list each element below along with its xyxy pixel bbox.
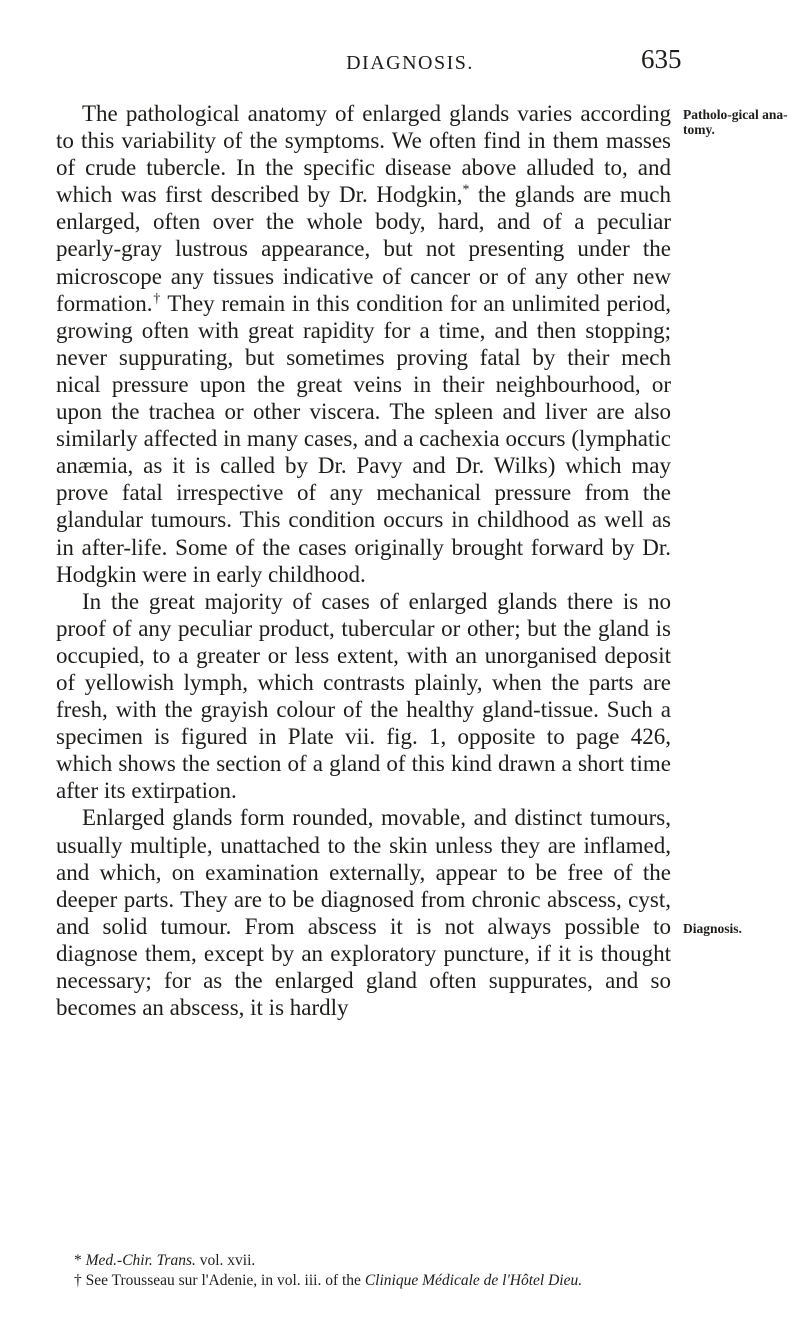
paragraph-text: They remain in this condition for an unlimited period, growing often with great rapidity for a time, and then stopping; never suppurating, but sometimes proving fatal by their mech nical pressure upon the great veins in their neighbourhood, or upon the trachea or other viscera. The spleen and liver are also similarly affected in many cases, and a cachexia occurs (lymphatic anæmia, as it is called by Dr. Pavy and Dr. Wilks) which may prove fatal irrespective of any mechanical pressure from the glandular tumours. This condition occurs in childhood as well as in after-life. Some of the cases originally brought forward by Dr. Hodgkin were in early childhood.	[56, 290, 671, 587]
paragraph-text: The pathological anatomy of enlarged glands varies according to this variability of the symptoms. We often find in them masses of crude tubercle. In the specific disease above alluded to, and which was first described by Dr. Hodgkin,	[56, 101, 671, 208]
sidenote-pathological-anatomy: Patholo-gical ana-tomy.	[683, 107, 788, 137]
footnote-text: vol. xvii.	[195, 1252, 256, 1269]
footnote-book-title: Clinique Médicale de l'Hôtel Dieu.	[364, 1272, 583, 1289]
footnote-reference-1: *	[462, 181, 470, 197]
sidenote-diagnosis: Diagnosis.	[683, 921, 742, 936]
footnote-1	[56, 1251, 671, 1271]
footnote-reference-2: †	[152, 290, 162, 305]
paragraph-pathological-anatomy	[56, 100, 671, 588]
footnote-mark: *	[74, 1252, 82, 1269]
paragraph-diagnosis: Enlarged glands form rounded, movable, and distinct tumours, usually multiple, unattached to the skin unless they are inflamed, and which, on examination externally, appear to be free of the deeper parts. They are to be diagnosed from chronic abscess, cyst, and solid tumour. From abscess it is not always possible to diagnose them, except by an exploratory puncture, if it is thought necessary; for as the enlarged gland often suppurates, and so becomes an abscess, it is hardly	[56, 805, 671, 1021]
running-header: DIAGNOSIS.	[346, 52, 474, 74]
body-text	[56, 100, 671, 1021]
footnote-mark: †	[74, 1272, 82, 1289]
paragraph-majority-of-cases: In the great majority of cases of enlarged glands there is no proof of any peculiar product, tubercular or other; but the gland is occupied, to a greater or less extent, with an unorganised deposit of yellowish lymph, which contrasts plainly, when the parts are fresh, with the grayish colour of the healthy gland-tissue. Such a specimen is figured in Plate vii. fig. 1, opposite to page 426, which shows the section of a gland of this kind drawn a short time after its extirpation.	[56, 588, 671, 804]
footnotes	[56, 1251, 671, 1291]
footnote-2	[56, 1271, 671, 1291]
footnote-journal-title: Med.-Chir. Trans.	[85, 1252, 196, 1269]
page-number: 635	[641, 44, 682, 74]
footnote-text: See Trousseau sur l'Adenie, in vol. iii. of the	[81, 1272, 365, 1289]
paragraph-text: the glands are much enlarged, often over the whole body, hard, and of a peculiar pearly-gray lustrous appearance, but not presenting under the microscope any tissues indicative of cancer or of any other new formation.	[56, 182, 672, 316]
